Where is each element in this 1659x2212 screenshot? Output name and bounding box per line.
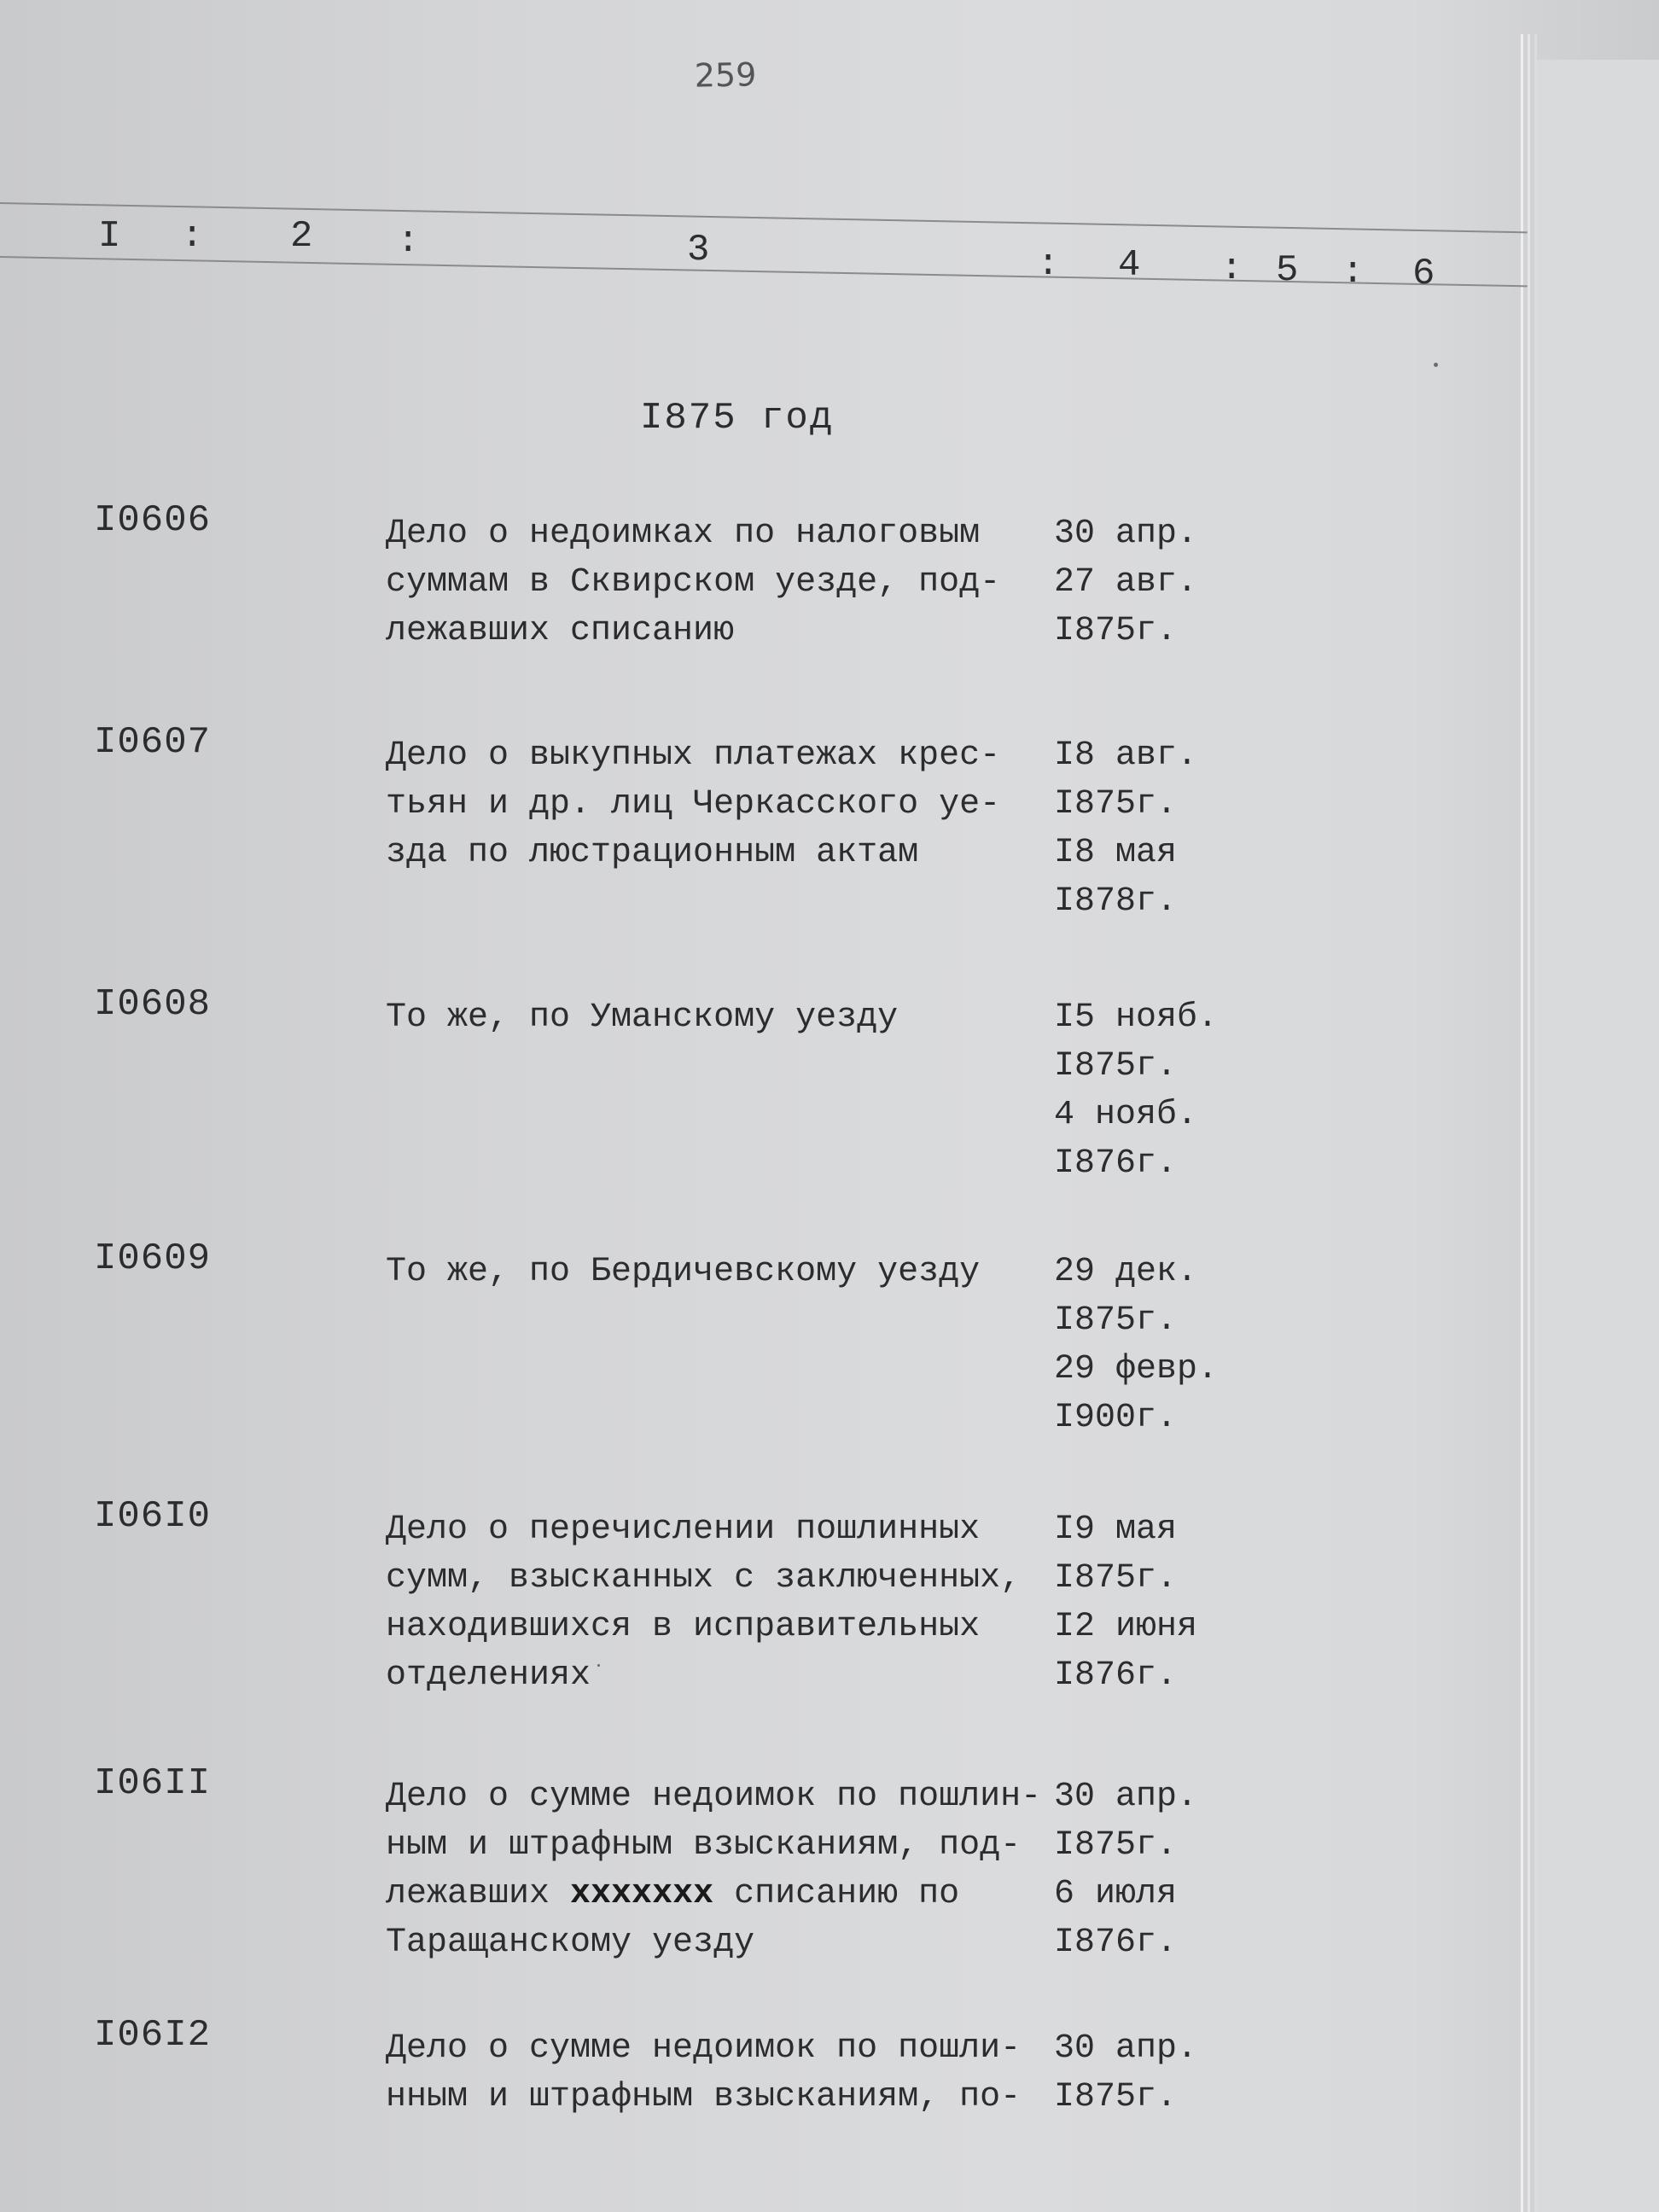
title-line: сумм, взысканных с заключенных, — [386, 1559, 1022, 1598]
title-line: ным и штрафным взысканиям, под- — [386, 1826, 1022, 1865]
title-line: Дело о перечислении пошлинных — [386, 1511, 981, 1549]
date-line: 4 нояб. — [1054, 1096, 1198, 1134]
title-line: Дело о недоимках по налоговым — [386, 515, 981, 553]
date-line: 30 апр. — [1054, 2029, 1198, 2068]
date-line: I8 мая — [1054, 834, 1178, 872]
title-line: Дело о сумме недоимок по пошли- — [386, 2029, 1022, 2068]
title-line: То же, по Бердичевскому уезду — [386, 1253, 981, 1291]
title-line: лежавших списанию — [386, 612, 735, 650]
paper-speck — [1434, 363, 1438, 367]
paper-speck — [597, 1664, 600, 1667]
typed-strikeout-mark — [570, 1870, 713, 1918]
record-number: I06I2 — [94, 2014, 212, 2057]
year-heading: I875 год — [640, 397, 835, 439]
page-number: 259 — [694, 55, 757, 95]
page-edge — [1528, 34, 1530, 2212]
column-header-4: 4 — [1118, 244, 1141, 287]
date-line: I876г. — [1054, 1144, 1178, 1183]
date-line: I2 июня — [1054, 1608, 1198, 1646]
date-line: I876г. — [1054, 1656, 1178, 1695]
date-line: 29 февр. — [1054, 1350, 1219, 1388]
column-separator: : — [1037, 243, 1060, 286]
header-rule-top — [0, 202, 1528, 233]
column-header-6: 6 — [1412, 253, 1435, 295]
record-dates — [1054, 1248, 1218, 1442]
column-header-3: 3 — [687, 229, 710, 271]
record-dates — [1054, 2024, 1197, 2122]
date-line: I900г. — [1054, 1399, 1178, 1437]
title-line: нным и штрафным взысканиям, по- — [386, 2078, 1022, 2116]
date-line: 30 апр. — [1054, 515, 1198, 553]
title-line: тьян и др. лиц Черкасского уе- — [386, 785, 1001, 824]
date-line: 6 июля — [1054, 1875, 1178, 1913]
date-line: I875г. — [1054, 785, 1178, 824]
record-number: I0606 — [94, 499, 212, 542]
record-title — [386, 731, 1051, 877]
record-title — [386, 1505, 1051, 1700]
date-line: I875г. — [1054, 612, 1178, 650]
title-fragment: списанию по — [734, 1875, 960, 1913]
date-line: I875г. — [1054, 2078, 1178, 2116]
record-dates — [1054, 731, 1197, 926]
record-dates — [1054, 1773, 1197, 1967]
record-title — [386, 1248, 1051, 1296]
page-edge — [1534, 34, 1537, 2212]
title-line: суммам в Сквирском уезде, под- — [386, 563, 1001, 602]
title-line: Дело о выкупных платежах крес- — [386, 736, 1001, 775]
underlying-page — [1536, 60, 1659, 2212]
record-number: I0609 — [94, 1237, 212, 1280]
record-number: I0607 — [94, 721, 212, 764]
date-line: I9 мая — [1054, 1511, 1178, 1549]
column-separator: : — [181, 215, 204, 258]
date-line: I875г. — [1054, 1301, 1178, 1340]
column-header-1: I — [98, 215, 121, 258]
column-separator: : — [397, 220, 420, 263]
record-number: I06II — [94, 1762, 212, 1805]
date-line: I8 авг. — [1054, 736, 1198, 775]
page-edge — [1521, 34, 1523, 2212]
date-line: 27 авг. — [1054, 563, 1198, 602]
column-header-2: 2 — [290, 215, 313, 258]
record-title — [386, 993, 1051, 1042]
column-separator: : — [1220, 247, 1243, 290]
title-line: зда по люстрационным актам — [386, 834, 919, 872]
date-line: 29 дек. — [1054, 1253, 1198, 1291]
record-dates — [1054, 509, 1197, 655]
date-line: I878г. — [1054, 882, 1178, 921]
record-title — [386, 1773, 1051, 1967]
title-line: То же, по Уманскому уезду — [386, 998, 899, 1037]
date-line: I5 нояб. — [1054, 998, 1219, 1037]
column-header-5: 5 — [1276, 249, 1299, 292]
title-line: Дело о сумме недоимок по пошлин- — [386, 1778, 1042, 1816]
date-line: I876г. — [1054, 1924, 1178, 1962]
title-fragment: лежавших — [386, 1875, 550, 1913]
record-title — [386, 509, 1051, 655]
date-line: I875г. — [1054, 1826, 1178, 1865]
date-line: I875г. — [1054, 1559, 1178, 1598]
record-number: I0608 — [94, 983, 212, 1026]
column-separator: : — [1342, 251, 1365, 294]
title-line: находившихся в исправительных — [386, 1608, 981, 1646]
date-line: 30 апр. — [1054, 1778, 1198, 1816]
record-dates — [1054, 1505, 1197, 1700]
title-line-with-strikeout — [386, 1870, 1051, 1918]
title-line: отделениях — [386, 1656, 591, 1695]
record-dates — [1054, 993, 1218, 1188]
record-number: I06I0 — [94, 1495, 212, 1538]
record-title — [386, 2024, 1051, 2122]
date-line: I875г. — [1054, 1047, 1178, 1086]
title-line: Таращанскому уезду — [386, 1924, 755, 1962]
